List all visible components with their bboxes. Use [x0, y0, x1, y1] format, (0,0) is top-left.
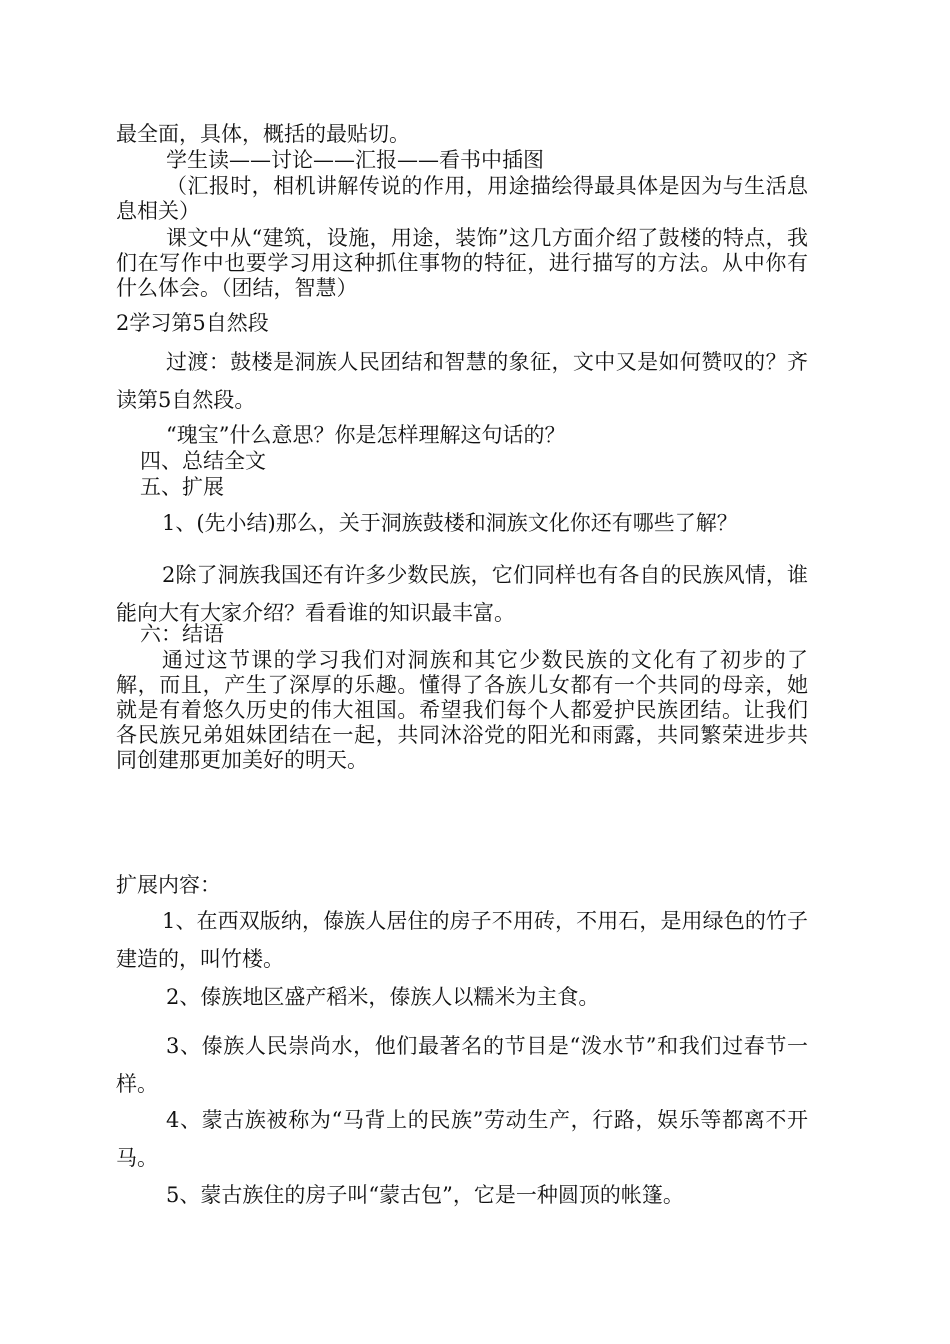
heading-extension: 五、扩展 — [140, 475, 224, 499]
extension-item-3: 3、傣族人民崇尚水，他们最著名的节目是“泼水节”和我们过春节一样。 — [116, 1034, 808, 1096]
extension-item-5: 5、蒙古族住的房子叫“蒙古包”，它是一种圆顶的帐篷。 — [166, 1183, 684, 1207]
heading-section-2: 2学习第5自然段 — [116, 311, 269, 335]
paragraph-summary-line: 最全面，具体，概括的最贴切。 — [116, 122, 410, 146]
paragraph-extension-1: 1、(先小结)那么，关于洞族鼓楼和洞族文化你还有哪些了解？ — [162, 511, 738, 535]
extension-item-2: 2、傣族地区盛产稻米，傣族人以糯米为主食。 — [166, 985, 600, 1009]
paragraph-extension-2: 2除了洞族我国还有许多少数民族，它们同样也有各自的民族风情，谁能向大有大家介绍？看看谁的知识最丰富。 — [116, 563, 808, 625]
paragraph-transition: 过渡：鼓楼是洞族人民团结和智慧的象征，文中又是如何赞叹的？齐读第5自然段。 — [116, 350, 808, 412]
paragraph-treasure-question: “瑰宝”什么意思？你是怎样理解这句话的？ — [166, 423, 566, 447]
paragraph-conclusion: 通过这节课的学习我们对洞族和其它少数民族的文化有了初步的了解，而且，产生了深厚的乐趣。懂得了各族儿女都有一个共同的母亲，她就是有着悠久历史的伟大祖国。希望我们每个人都爱护民族团结。让我们各民族兄弟姐妹团结在一起，共同沐浴党的阳光和雨露，共同繁荣进步共同创建那更加美好的明天。 — [116, 648, 808, 772]
paragraph-student-activity: 学生读——讨论——汇报——看书中插图 — [166, 148, 544, 172]
paragraph-report-note: （汇报时，相机讲解传说的作用，用途描绘得最具体是因为与生活息息相关） — [116, 174, 808, 223]
heading-summary: 四、总结全文 — [140, 449, 266, 473]
extension-content-title: 扩展内容： — [116, 873, 221, 897]
extension-item-4: 4、蒙古族被称为“马背上的民族”劳动生产，行路，娱乐等都离不开马。 — [116, 1108, 808, 1170]
paragraph-text-features: 课文中从“建筑，设施，用途，装饰”这几方面介绍了鼓楼的特点，我们在写作中也要学习用这种抓住事物的特征，进行描写的方法。从中你有什么体会。（团结，智慧） — [116, 226, 808, 300]
heading-conclusion: 六：结语 — [140, 622, 224, 646]
extension-item-1: 1、在西双版纳，傣族人居住的房子不用砖，不用石，是用绿色的竹子建造的，叫竹楼。 — [116, 909, 808, 971]
